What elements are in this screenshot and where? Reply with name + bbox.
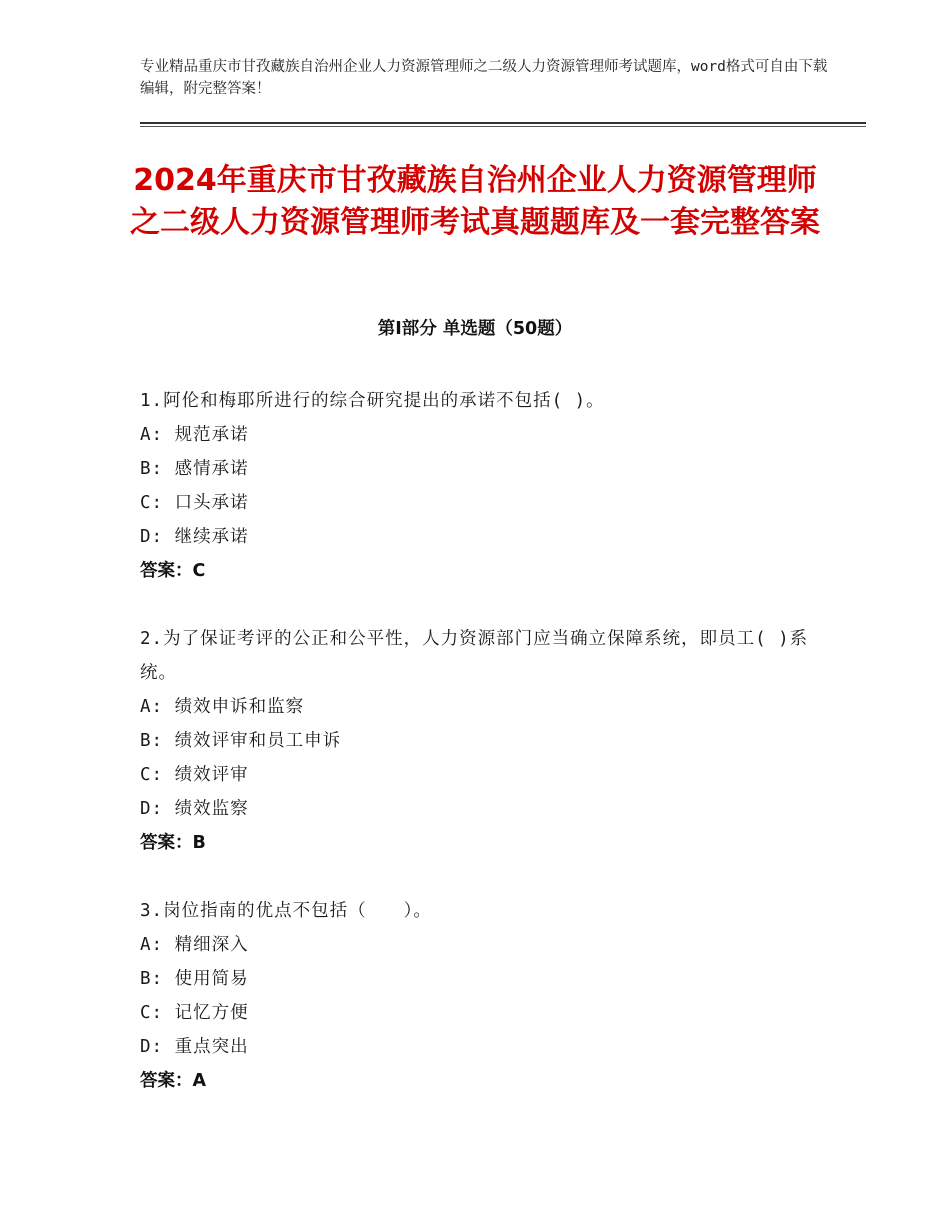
option-d: D: 绩效监察 <box>140 799 249 819</box>
answer: 答案：C <box>140 561 206 581</box>
option-b: B: 使用简易 <box>140 969 249 989</box>
option-d: D: 继续承诺 <box>140 527 249 547</box>
option-c: C: 绩效评审 <box>140 765 249 785</box>
option-a: A: 精细深入 <box>140 935 249 955</box>
header-note: 专业精品重庆市甘孜藏族自治州企业人力资源管理师之二级人力资源管理师考试题库，word格式可自由下载编辑，附完整答案！ <box>140 59 828 97</box>
answer: 答案：B <box>140 833 206 853</box>
document-title: 2024年重庆市甘孜藏族自治州企业人力资源管理师之二级人力资源管理师考试真题题库及一套完整答案 <box>130 163 820 240</box>
header-rule-thick <box>140 122 866 124</box>
question-stem: 3.岗位指南的优点不包括（ ）。 <box>140 901 432 921</box>
section-heading: 第Ⅰ部分 单选题（50题） <box>377 319 573 339</box>
question-2 <box>140 622 820 860</box>
question-stem: 2.为了保证考评的公正和公平性，人力资源部门应当确立保障系统，即员工( )系统。 <box>140 629 809 683</box>
option-c: C: 口头承诺 <box>140 493 249 513</box>
question-stem: 1.阿伦和梅耶所进行的综合研究提出的承诺不包括( )。 <box>140 391 605 411</box>
header-rule-thin <box>140 126 866 127</box>
option-a: A: 规范承诺 <box>140 425 249 445</box>
question-3 <box>140 894 820 1098</box>
answer: 答案：A <box>140 1071 207 1091</box>
question-1 <box>140 384 820 588</box>
option-d: D: 重点突出 <box>140 1037 249 1057</box>
option-c: C: 记忆方便 <box>140 1003 249 1023</box>
question-list <box>140 384 820 1132</box>
option-a: A: 绩效申诉和监察 <box>140 697 305 717</box>
option-b: B: 绩效评审和员工申诉 <box>140 731 342 751</box>
option-b: B: 感情承诺 <box>140 459 249 479</box>
